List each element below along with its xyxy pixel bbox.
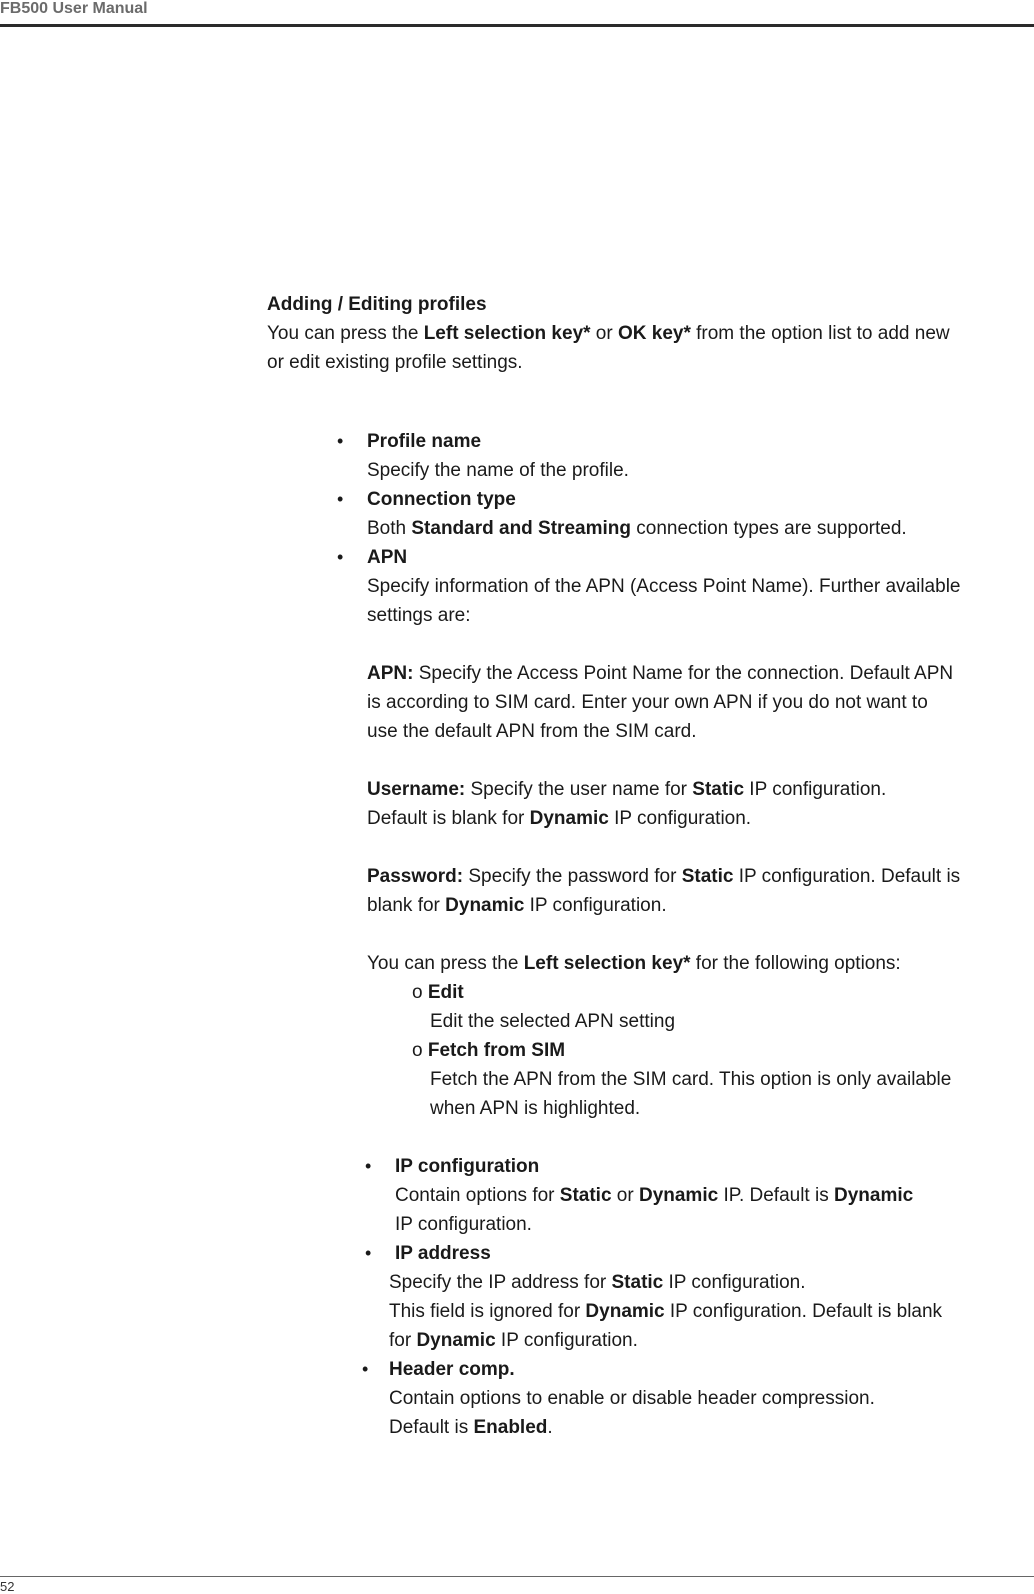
option-fetch-desc-1: Fetch the APN from the SIM card. This option is only available	[430, 1069, 952, 1090]
main-content	[267, 290, 1027, 377]
list-item-ip-configuration: • IP configuration	[262, 1152, 1032, 1181]
apn-field-desc-1: APN: Specify the Access Point Name for the connection. Default APN	[367, 663, 954, 684]
password-desc-2: blank for Dynamic IP configuration.	[367, 895, 667, 916]
document-header-title: FB500 User Manual	[0, 0, 148, 17]
ip-configuration-desc-2: IP configuration.	[395, 1214, 532, 1235]
password-desc-1: Password: Specify the password for Static IP configuration. Default is	[367, 866, 961, 887]
options-intro: You can press the Left selection key* for the following options:	[367, 953, 901, 974]
bullet-icon: •	[362, 1359, 369, 1379]
list-item-header-comp: • Header comp.	[262, 1355, 1032, 1384]
username-desc-2: Default is blank for Dynamic IP configuration.	[367, 808, 752, 829]
bullet-icon: •	[337, 431, 344, 451]
bullet-icon: •	[365, 1243, 372, 1263]
list-item-ip-address: • IP address	[262, 1239, 1032, 1268]
ip-configuration-desc-1: Contain options for Static or Dynamic IP. Default is Dynamic	[395, 1185, 914, 1206]
intro-line-1: You can press the Left selection key* or OK key* from the option list to add new	[267, 323, 950, 344]
username-desc-1: Username: Specify the user name for Static IP configuration.	[367, 779, 887, 800]
intro-line-2: or edit existing profile settings.	[267, 352, 523, 373]
option-fetch-desc-2: when APN is highlighted.	[430, 1098, 641, 1119]
option-edit-desc: Edit the selected APN setting	[430, 1011, 676, 1032]
list-item-profile-name: • Profile name	[262, 427, 1032, 456]
header-comp-desc-1: Contain options to enable or disable header compression.	[389, 1388, 875, 1409]
header-divider	[0, 24, 1034, 27]
list-item-apn: • APN	[262, 543, 1032, 572]
option-edit: o Edit	[412, 982, 464, 1003]
page-number: 52	[0, 1579, 15, 1594]
bullet-icon: •	[337, 489, 344, 509]
profile-name-desc: Specify the name of the profile.	[367, 460, 629, 481]
apn-desc-line-1: Specify information of the APN (Access Point Name). Further available	[367, 576, 961, 597]
apn-field-desc-3: use the default APN from the SIM card.	[367, 721, 697, 742]
ip-address-desc-3: for Dynamic IP configuration.	[389, 1330, 638, 1351]
ip-address-desc-1: Specify the IP address for Static IP configuration.	[389, 1272, 806, 1293]
apn-desc-line-2: settings are:	[367, 605, 471, 626]
list-item-connection-type: • Connection type	[262, 485, 1032, 514]
connection-type-desc: Both Standard and Streaming connection types are supported.	[367, 518, 907, 539]
ip-address-desc-2: This field is ignored for Dynamic IP configuration. Default is blank	[389, 1301, 943, 1322]
section-title: Adding / Editing profiles	[267, 294, 487, 315]
apn-field-desc-2: is according to SIM card. Enter your own APN if you do not want to	[367, 692, 928, 713]
header-comp-desc-2: Default is Enabled.	[389, 1417, 553, 1438]
bullet-icon: •	[337, 547, 344, 567]
footer-divider	[0, 1576, 1034, 1577]
settings-list	[262, 427, 1032, 1442]
option-fetch-from-sim: o Fetch from SIM	[412, 1040, 566, 1061]
bullet-icon: •	[365, 1156, 372, 1176]
